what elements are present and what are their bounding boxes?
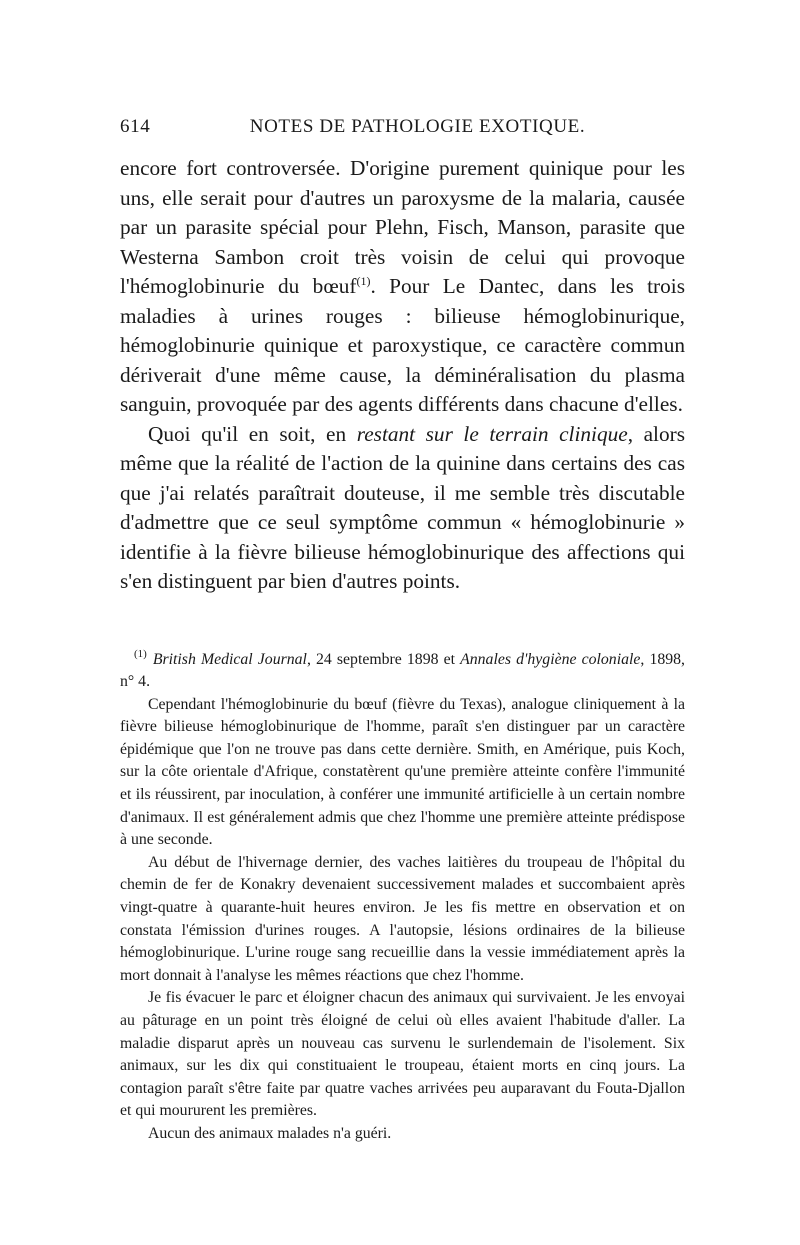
footnote-mark: (1) <box>134 648 147 661</box>
main-text <box>120 154 685 597</box>
paragraph-1-text-a: encore fort controversée. D'origine purement quinique pour les uns, elle serait pour d'autres un paroxysme de la malaria, causée par un parasite spécial pour Plehn, Fisch, Manson, parasite que Westerna Sambon croit très voisin de celui qui provoque l'hémoglobinurie du bœuf <box>120 156 685 298</box>
paragraph-2-text-b: , alors même que la réalité de l'action de la quinine dans certains des cas que j'ai relatés paraîtrait douteuse, il me semble très discutable d'admettre que ce seul symptôme commun « hémoglobinurie » identifie à la fièvre bilieuse hémoglobinurique des affections qui s'en distinguent par bien d'autres points. <box>120 421 685 593</box>
footnotes <box>120 649 685 1146</box>
footnote-paragraph-4: Je fis évacuer le parc et éloigner chacun des animaux qui survivaient. Je les envoyai au pâturage en un point très éloigné de celui où elles avaient l'habitude d'aller. La maladie disparut après un nouveau cas survenu le surlendemain de l'isolement. Six animaux, sur les dix qui constituaient le troupeau, étaient morts en cinq jours. La contagion paraît s'être faite par quatre vaches arrivées peu auparavant du Fouta-Djallon et qui moururent les premières. <box>120 989 685 1120</box>
footnote-1 <box>120 649 685 694</box>
paragraph-2 <box>120 420 685 597</box>
paragraph-1 <box>120 154 685 420</box>
footnote-ref: (1) <box>356 273 371 288</box>
footnote-journal-title: British Medical Journal <box>152 650 307 668</box>
footnote-1-text-b: , 1898, n° 4. <box>120 650 685 691</box>
page-number: 614 <box>120 116 151 137</box>
paragraph-2-italic: restant sur le terrain clinique <box>356 421 628 446</box>
paragraph-1-text-b: . Pour Le Dantec, dans les trois maladies à urines rouges : bilieuse hémoglobinurique, hémoglobinurie quinique et paroxystique, ce caractère commun dériverait d'une même cause, la déminéralisation du plasma sanguin, provoquée par des agents différents dans chacune d'elles. <box>120 274 685 416</box>
footnote-journal-title-2: Annales d'hygiène coloniale <box>460 650 641 668</box>
book-page <box>120 112 685 1146</box>
footnote-1-text-a: , 24 septembre 1898 et <box>306 650 461 668</box>
footnote-paragraph-5: Aucun des animaux malades n'a guéri. <box>148 1124 392 1142</box>
running-title: NOTES DE PATHOLOGIE EXOTIQUE. <box>249 116 586 137</box>
footnote-paragraph-3: Au début de l'hivernage dernier, des vaches laitières du troupeau de l'hôpital du chemin de fer de Konakry devenaient successivement malades et succombaient après vingt-quatre à quarante-huit heures environ. Je les fis mettre en observation et on constata l'émission d'urines rouges. A l'autopsie, lésions ordinaires de la bilieuse hémoglobinurique. L'urine rouge sang recueillie dans la vessie immédiatement après la mort donnait à l'analyse les mêmes réactions que chez l'homme. <box>120 853 685 984</box>
paragraph-2-text-a: Quoi qu'il en soit, en <box>148 421 357 446</box>
running-head <box>120 112 685 146</box>
footnote-paragraph-2: Cependant l'hémoglobinurie du bœuf (fièvre du Texas), analogue cliniquement à la fièvre bilieuse hémoglobinurique de l'homme, paraît s'en distinguer par un caractère épidémique que l'on ne trouve pas dans cette dernière. Smith, en Amérique, puis Koch, sur la côte orientale d'Afrique, constatèrent qu'une première atteinte confère l'immunité et ils réussirent, par inoculation, à conférer une immunité artificielle à un certain nombre d'animaux. Il est généralement admis que chez l'homme une première atteinte prédispose à une seconde. <box>120 695 685 849</box>
